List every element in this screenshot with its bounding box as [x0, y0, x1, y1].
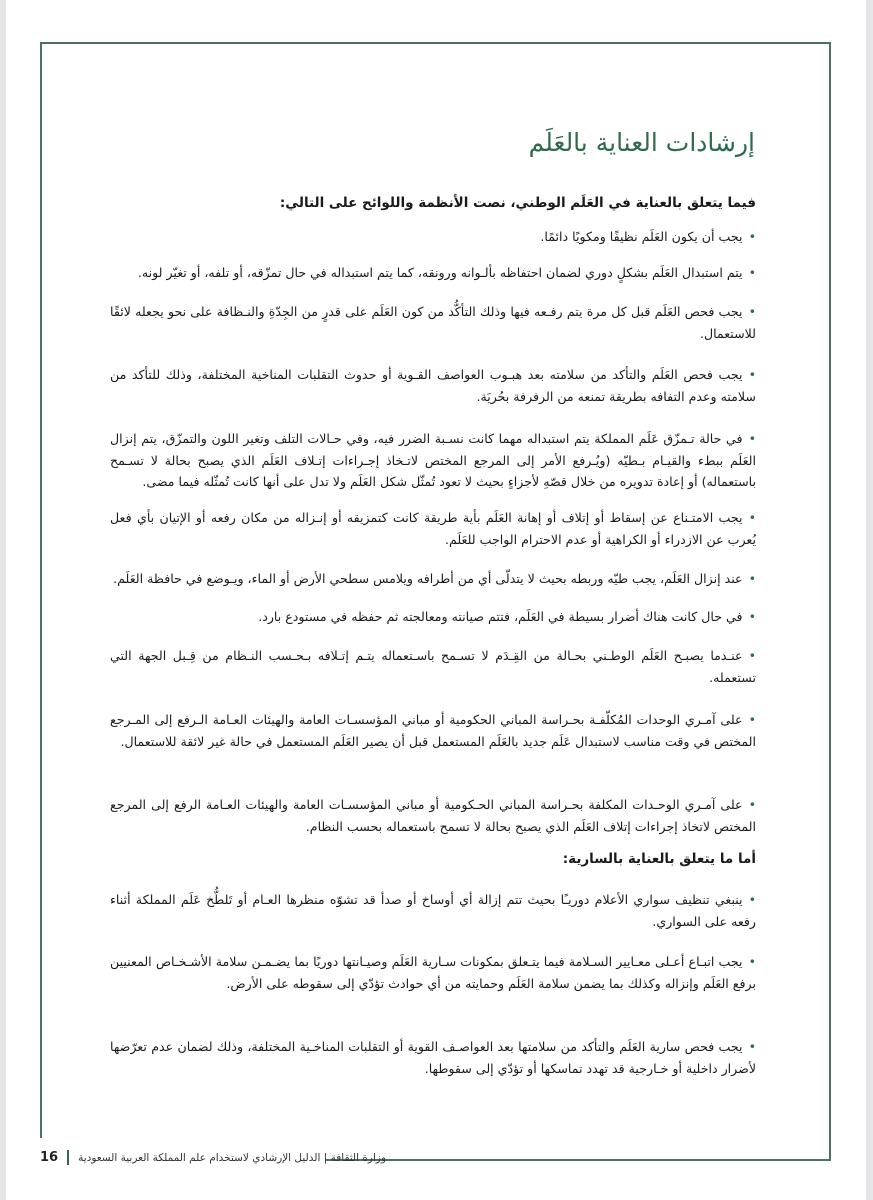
page-frame-right: [829, 42, 831, 1160]
viewer-gutter-left: [0, 0, 6, 1200]
intro-heading: فيما يتعلق بالعناية في العَلَم الوطني، نصت الأنظمة واللوائح على التالي:: [279, 195, 756, 211]
viewer-gutter-right: [866, 0, 873, 1200]
list-item: • يجب فحص العَلَم والتأكد من سلامته بعد هبـوب العواصف القـوية أو حدوث التقلبات المناخية المختلفة، وذلك للتأكد من سلامته وعدم التفافه بطريقة تمنعه من الرفرفة بحُريَة.: [110, 364, 756, 407]
list-item: • يجب فحص سارية العَلَم والتأكد من سلامتها بعد العواصـف القوية أو التقلبات المناخـية المختلفة، وذلك لضمان عدم تعرّضها لأضرار داخلية أو خـارجية قد تهدد تماسكها أو تؤدّي إلى سقوطها.: [110, 1036, 756, 1079]
list-item: • يجب فحص العَلَم قبل كل مرة يتم رفـعه فيها وذلك التأكُّد من كون العَلَم على قدرٍ من الجِدّةِ والنـظافة على نحو يجعله لائقًا للاستعمال.: [110, 301, 756, 344]
list-item: • يجب اتبـاع أعـلى معـايير السـلامة فيما يتـعلق بمكونات سـارية العَلَم وصيـانتها دوريًا بما يضـمـن سلامة الأشـخـاص المعنيين برفع العَلَم وإنزاله وكذلك بما يضمن سلامة العَلَم وحمايته من أي حوادث تؤدّي إلى سقوطه على الأرض.: [110, 951, 756, 994]
list-item: • عنـدما يصبـح العَلَم الوطـني بحـالة من القِـدَم لا تسـمح باسـتعماله يتـم إتـلافه بـحـسب النـظام من قِـبل الجهة التي تستعمله.: [110, 645, 756, 688]
list-item: • يجب الامتـناع عن إسقاط أو إتلاف أو إهانة العَلَم بأية طريقة كانت كتمزيقه أو إنـزاله من مكان رفعه أو الإتيان بأي فعل يُعرب عن الازدراء أو الكراهية أو عدم الاحترام الواجب للعَلَم.: [110, 507, 756, 550]
mast-heading: أما ما يتعلق بالعناية بالسارية:: [562, 851, 756, 867]
list-item: • يتم استبدال العَلَم بشكلٍ دوري لضمان احتفاظه بألـوانه ورونقه، كما يتم استبداله في حال تمزّقه، أو تلفه، أو تغيّر لونه.: [110, 262, 756, 284]
page-title: إرشادات العناية بالعَلَم: [528, 128, 755, 157]
list-item: • يجب أن يكون العَلَم نظيفًا ومكويًا دائمًا.: [110, 226, 756, 248]
page-frame-bottom: [325, 1159, 831, 1161]
list-item: • على آمـري الوحدات المُكلّفـة بحـراسة المباني الحكومية أو مباني المؤسسـات العامة والهيئات العـامة الـرفع إلى المـرجع المختص في وقت مناسب لاستبدال عَلَم جديد بالعَلَم المستعمل قبل أن يصير العَلَم المستعمل في حالة غير لائقة للاستعمال.: [110, 709, 756, 752]
page-frame-top: [40, 42, 831, 44]
footer-divider: [67, 1150, 69, 1165]
list-item: • على آمـري الوحـدات المكلفة بحـراسة المباني الحـكومية أو مباني المؤسسـات العامة والهيئات العـامة الرفع إلى المرجع المختص لاتخاذ إجراءات إتلاف العَلَم الذي يصبح بحالة لا تسمح باستعماله بحسب النظام.: [110, 794, 756, 837]
list-item: • عند إنزال العَلَم، يجب طيّه وربطه بحيث لا يتدلّى أي من أطرافه ويلامس سطحي الأرض أو الماء، ويـوضع في حافظة العَلَم.: [110, 568, 756, 590]
page-footer: [40, 1150, 386, 1165]
list-item: • في حالة تـمزّق عَلَم المملكة يتم استبداله مهما كانت نسـبة الضرر فيه، وفي حـالات التلف وتغير اللون والتمزّق، يتم إنزال العَلَم ببطء والقيـام بـطيّه (ويُـرفع الأمر إلى المرجع المختص لاتـخاذ إجـراءات إتـلاف العَلَم الذي يصبح بحالة لا تسـمح باستعماله) أو إعادة تدويره من خلال قصّهِ لأجزاءٍ بحيث لا تعود تُمثّل شكل العَلَم ولا تدل على أنها كانت تُمثّله فيما مضى.: [110, 428, 756, 493]
list-item: • في حال كانت هناك أضرار بسيطة في العَلَم، فتتم صيانته ومعالجته ثم حفظه في مستودع بارد.: [110, 606, 756, 628]
footer-text: وزارة الثقافة | الدليل الإرشادي لاستخدام علم المملكة العربية السعودية: [78, 1151, 387, 1164]
page-frame-left: [40, 42, 42, 1138]
page-number: 16: [40, 1150, 59, 1165]
list-item: • ينبغي تنظيف سواري الأعلام دوريـًا بحيث تتم إزالة أي أوساخ أو صدأ قد تشوّه منظرها العـام أو تَلطُّخ عَلَم المملكة أثناء رفعه على السواري.: [110, 889, 756, 932]
